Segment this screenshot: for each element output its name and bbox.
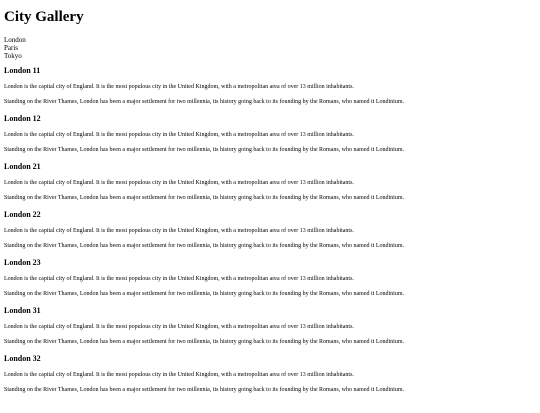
- section-paragraph: Standing on the River Thames, London has been a major settlement for two millennia, its history going back to its founding by the Romans, who named it Londinium.: [4, 147, 404, 153]
- city-section: [4, 210, 536, 250]
- nav-link-paris[interactable]: Paris: [4, 44, 18, 52]
- section-heading: London 21: [4, 162, 41, 171]
- city-section: [4, 306, 536, 346]
- page-title: City Gallery: [4, 9, 84, 25]
- section-paragraph: London is the capital city of England. It is the most populous city in the United Kingdom, with a metropolitan area of over 13 million inhabitants.: [4, 228, 354, 234]
- nav-link-london[interactable]: London: [4, 36, 26, 44]
- section-paragraph: London is the capital city of England. It is the most populous city in the United Kingdom, with a metropolitan area of over 13 million inhabitants.: [4, 84, 354, 90]
- section-paragraph: London is the capital city of England. It is the most populous city in the United Kingdom, with a metropolitan area of over 13 million inhabitants.: [4, 324, 354, 330]
- city-section: [4, 258, 536, 298]
- section-paragraph: Standing on the River Thames, London has been a major settlement for two millennia, its history going back to its founding by the Romans, who named it Londinium.: [4, 99, 404, 105]
- section-paragraph: Standing on the River Thames, London has been a major settlement for two millennia, its history going back to its founding by the Romans, who named it Londinium.: [4, 387, 404, 393]
- section-paragraph: London is the capital city of England. It is the most populous city in the United Kingdom, with a metropolitan area of over 13 million inhabitants.: [4, 372, 354, 378]
- city-section: [4, 354, 536, 394]
- city-nav: [4, 36, 536, 60]
- page-container: [0, 8, 540, 394]
- section-heading: London 23: [4, 258, 41, 267]
- section-paragraph: Standing on the River Thames, London has been a major settlement for two millennia, its history going back to its founding by the Romans, who named it Londinium.: [4, 195, 404, 201]
- section-paragraph: Standing on the River Thames, London has been a major settlement for two millennia, its history going back to its founding by the Romans, who named it Londinium.: [4, 243, 404, 249]
- city-section: [4, 114, 536, 154]
- city-section: [4, 162, 536, 202]
- section-paragraph: London is the capital city of England. It is the most populous city in the United Kingdom, with a metropolitan area of over 13 million inhabitants.: [4, 180, 354, 186]
- section-heading: London 11: [4, 66, 41, 75]
- nav-link-tokyo[interactable]: Tokyo: [4, 52, 22, 60]
- city-section: [4, 66, 536, 106]
- section-heading: London 32: [4, 354, 41, 363]
- section-paragraph: Standing on the River Thames, London has been a major settlement for two millennia, its history going back to its founding by the Romans, who named it Londinium.: [4, 291, 404, 297]
- section-heading: London 22: [4, 210, 41, 219]
- section-paragraph: London is the capital city of England. It is the most populous city in the United Kingdom, with a metropolitan area of over 13 million inhabitants.: [4, 132, 354, 138]
- section-heading: London 12: [4, 114, 41, 123]
- section-paragraph: London is the capital city of England. It is the most populous city in the United Kingdom, with a metropolitan area of over 13 million inhabitants.: [4, 276, 354, 282]
- section-paragraph: Standing on the River Thames, London has been a major settlement for two millennia, its history going back to its founding by the Romans, who named it Londinium.: [4, 339, 404, 345]
- section-heading: London 31: [4, 306, 41, 315]
